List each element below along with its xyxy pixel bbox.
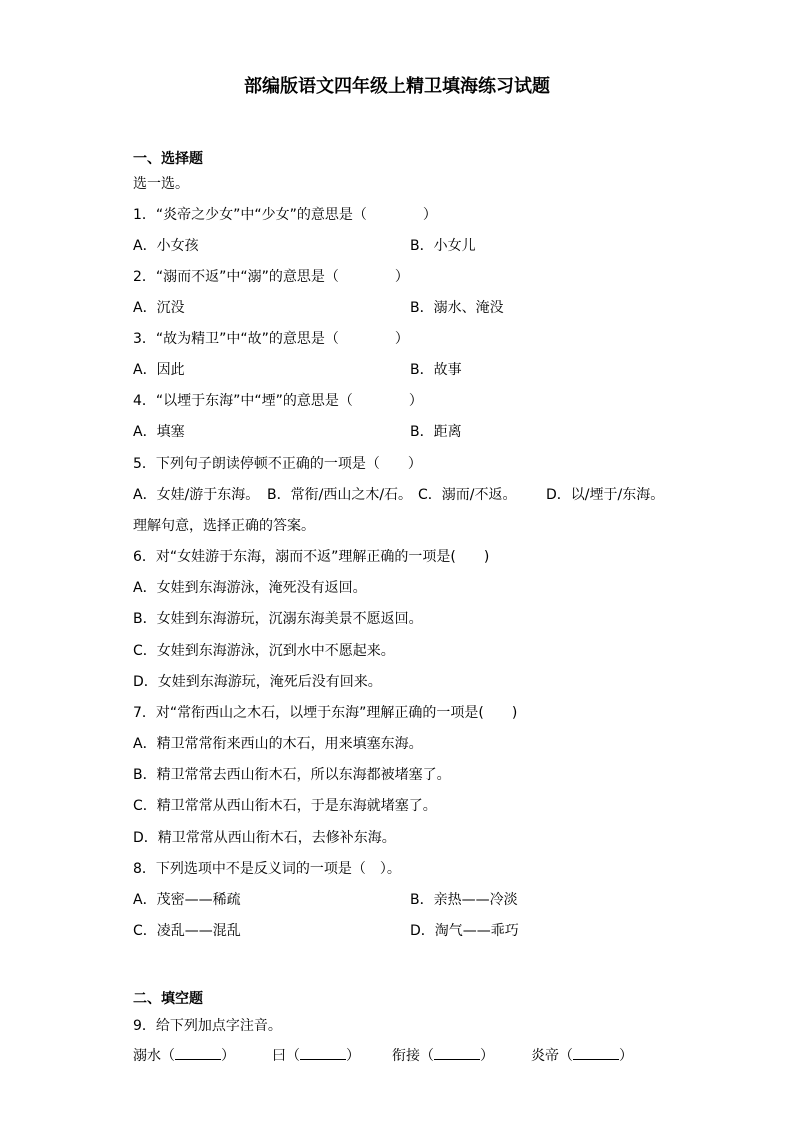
question-2: 2．“溺而不返”中“溺”的意思是（ ） <box>133 269 409 285</box>
q7-option-b: B．精卫常常去西山衔木石，所以东海都被堵塞了。 <box>133 767 451 783</box>
q5-option-c: C．溺而/不返。 <box>418 487 517 503</box>
q1-option-a: A．小女孩 <box>133 238 199 254</box>
q3-option-a: A．因此 <box>133 362 185 378</box>
q6-option-c: C．女娃到东海游泳，沉到水中不愿起来。 <box>133 643 395 659</box>
q6-option-d: D．女娃到东海游玩，淹死后没有回来。 <box>133 674 382 690</box>
section-heading-fill: 二、填空题 <box>133 991 203 1007</box>
question-4: 4．“以堙于东海”中“堙”的意思是（ ） <box>133 393 423 409</box>
q7-option-d: D．精卫常常从西山衔木石，去修补东海。 <box>133 830 396 846</box>
q8-option-d: D．淘气——乖巧 <box>410 923 519 939</box>
question-3: 3．“故为精卫”中“故”的意思是（ ） <box>133 331 409 347</box>
q6-option-b: B．女娃到东海游玩，沉溺东海美景不愿返回。 <box>133 611 423 627</box>
q9-item <box>133 1045 235 1065</box>
q9-item-close: ） <box>480 1048 494 1064</box>
q7-option-a: A．精卫常常衔来西山的木石，用来填塞东海。 <box>133 736 423 752</box>
question-7: 7．对“常衔西山之木石，以堙于东海”理解正确的一项是( ) <box>133 705 518 721</box>
q9-item-word: 曰（ <box>272 1048 300 1064</box>
q5-option-a: A．女娃/游于东海。 <box>133 487 260 503</box>
question-8: 8．下列选项中不是反义词的一项是（ ）。 <box>133 861 401 877</box>
q5-option-d: D．以/堙于/东海。 <box>546 487 665 503</box>
q9-item <box>531 1045 633 1065</box>
question-5: 5．下列句子朗读停顿不正确的一项是（ ） <box>133 456 422 472</box>
q9-item-word: 衔接（ <box>392 1048 434 1064</box>
q9-item-close: ） <box>619 1048 633 1064</box>
section-intro: 选一选。 <box>133 176 189 192</box>
q5-option-b: B．常衔/西山之木/石。 <box>267 487 413 503</box>
section-heading-choice: 一、选择题 <box>133 151 203 167</box>
q3-option-b: B．故事 <box>410 362 462 378</box>
q9-item <box>392 1045 494 1065</box>
section-intro-2: 理解句意，选择正确的答案。 <box>133 518 315 534</box>
question-9: 9．给下列加点字注音。 <box>133 1018 282 1034</box>
q8-option-b: B．亲热——冷淡 <box>410 892 518 908</box>
answer-blank[interactable] <box>573 1047 619 1060</box>
page-title: 部编版语文四年级上精卫填海练习试题 <box>244 76 550 97</box>
q9-item-word: 炎帝（ <box>531 1048 573 1064</box>
question-1: 1．“炎帝之少女”中“少女”的意思是（ ） <box>133 207 437 223</box>
q9-item-word: 溺水（ <box>133 1048 175 1064</box>
answer-blank[interactable] <box>434 1047 480 1060</box>
q2-option-a: A．沉没 <box>133 300 185 316</box>
q2-option-b: B．溺水、淹没 <box>410 300 504 316</box>
q9-item-close: ） <box>221 1048 235 1064</box>
q9-item <box>272 1045 360 1065</box>
answer-blank[interactable] <box>300 1047 346 1060</box>
q1-option-b: B．小女儿 <box>410 238 476 254</box>
question-6: 6．对“女娃游于东海，溺而不返”理解正确的一项是( ) <box>133 549 490 565</box>
q4-option-b: B．距离 <box>410 424 462 440</box>
q4-option-a: A．填塞 <box>133 424 185 440</box>
q9-item-close: ） <box>346 1048 360 1064</box>
q7-option-c: C．精卫常常从西山衔木石，于是东海就堵塞了。 <box>133 798 437 814</box>
q8-option-c: C．凌乱——混乱 <box>133 923 241 939</box>
answer-blank[interactable] <box>175 1047 221 1060</box>
q8-option-a: A．茂密——稀疏 <box>133 892 241 908</box>
q6-option-a: A．女娃到东海游泳，淹死没有返回。 <box>133 580 367 596</box>
